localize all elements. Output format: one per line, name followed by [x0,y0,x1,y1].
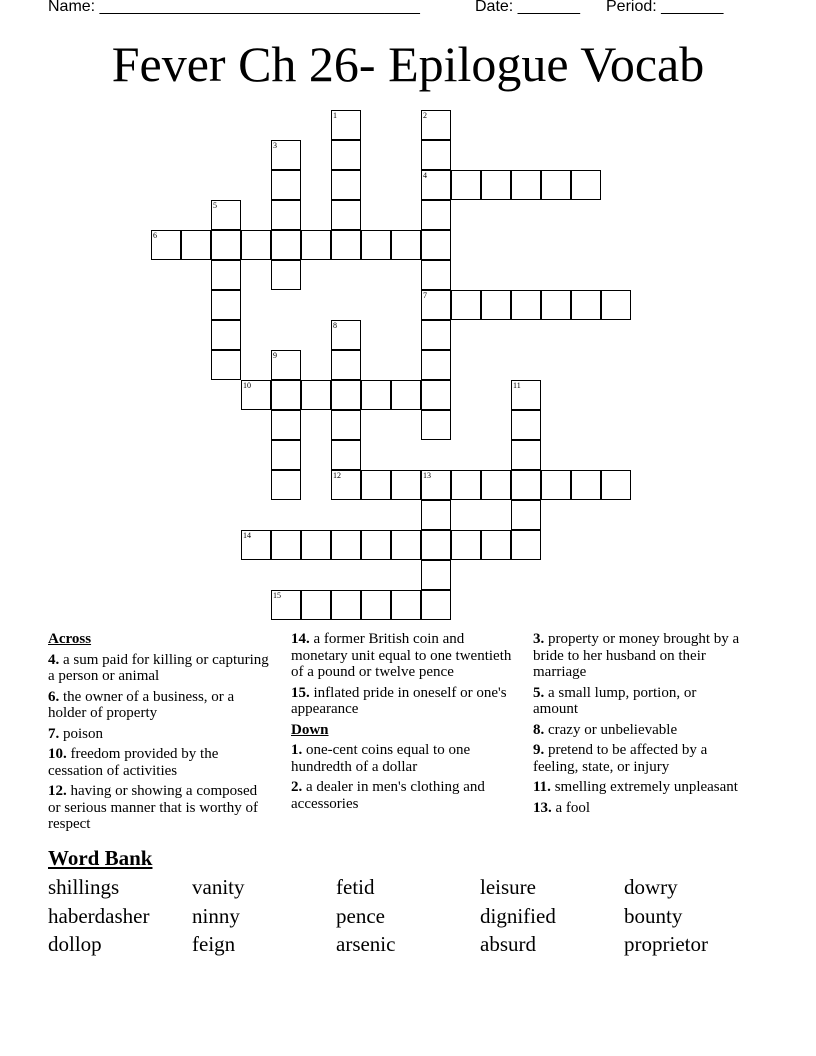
crossword-cell[interactable] [241,530,271,560]
crossword-cell[interactable] [571,290,601,320]
period-field-label: Period: _______ [606,0,724,15]
crossword-cell[interactable] [211,290,241,320]
clue-down-8: 8. crazy or unbelievable [533,721,678,738]
crossword-cell[interactable] [421,140,451,170]
clue-number: 11 [513,381,521,390]
crossword-cell[interactable] [331,140,361,170]
crossword-cell[interactable] [421,110,451,140]
clue-across-15: 15. inflated pride in oneself or one's appearance [291,684,507,717]
word-bank-word: dignified [480,903,556,928]
crossword-cell[interactable] [451,530,481,560]
crossword-cell[interactable] [481,290,511,320]
crossword-cell[interactable] [331,350,361,380]
clue-across-14: 14. a former British coin and monetary unit equal to one twentieth of a pound or twelve pence [291,631,512,680]
word-bank-word: vanity [192,875,245,899]
clue-down-3: 3. property or money brought by a bride to her husband on their marriage [533,631,740,680]
crossword-cell[interactable] [391,590,421,620]
crossword-cell[interactable] [421,230,451,260]
crossword-cell[interactable] [541,470,571,500]
crossword-cell[interactable] [481,530,511,560]
crossword-cell[interactable] [511,530,541,560]
crossword-cell[interactable] [421,500,451,530]
crossword-cell[interactable] [421,380,451,410]
clue-number: 3 [273,141,277,150]
crossword-cell[interactable] [211,200,241,230]
across-heading: Across [48,631,92,647]
clue-down-11: 11. smelling extremely unpleasant [533,779,738,795]
crossword-cell[interactable] [331,470,361,500]
clue-down-2: 2. a dealer in men's clothing and accessories [291,779,485,812]
crossword-cell[interactable] [211,230,241,260]
crossword-cell[interactable] [541,290,571,320]
crossword-cell[interactable] [451,290,481,320]
clue-number: 13 [423,471,431,480]
word-bank-word: feign [192,932,236,956]
crossword-cell[interactable] [451,170,481,200]
crossword-cell[interactable] [421,350,451,380]
crossword-cell[interactable] [271,590,301,620]
crossword-cell[interactable] [391,530,421,560]
crossword-cell[interactable] [331,380,361,410]
crossword-cell[interactable] [241,230,271,260]
crossword-cell[interactable] [421,260,451,290]
clue-number: 4 [423,171,427,180]
clue-number: 12 [333,471,341,480]
crossword-cell[interactable] [331,170,361,200]
crossword-cell[interactable] [391,230,421,260]
crossword-cell[interactable] [271,440,301,470]
word-bank-word: fetid [336,875,375,899]
word-bank-word: dollop [48,932,102,956]
crossword-cell[interactable] [331,200,361,230]
crossword-cell[interactable] [271,530,301,560]
crossword-cell[interactable] [511,170,541,200]
crossword-cell[interactable] [331,320,361,350]
down-heading: Down [291,721,329,738]
crossword-cell[interactable] [151,230,181,260]
word-bank-word: ninny [192,903,240,928]
word-bank-word: dowry [624,875,678,899]
crossword-cell[interactable] [271,260,301,290]
crossword-cell[interactable] [271,350,301,380]
crossword-cell[interactable] [421,470,451,500]
crossword-cell[interactable] [331,530,361,560]
crossword-cell[interactable] [331,230,361,260]
crossword-cell[interactable] [421,590,451,620]
clue-number: 2 [423,111,427,120]
crossword-cell[interactable] [271,380,301,410]
word-bank-word: proprietor [624,932,708,956]
clue-number: 9 [273,351,277,360]
crossword-cell[interactable] [571,470,601,500]
clue-number: 14 [243,531,251,540]
crossword-cell[interactable] [211,260,241,290]
clue-number: 7 [423,291,427,300]
crossword-cell[interactable] [601,290,631,320]
crossword-cell[interactable] [511,470,541,500]
clue-number: 15 [273,591,281,600]
crossword-cell[interactable] [541,170,571,200]
word-bank-word: arsenic [336,932,396,956]
clue-down-5: 5. a small lump, portion, or amount [533,684,697,717]
crossword-cell[interactable] [421,200,451,230]
clue-number: 1 [333,111,337,120]
word-bank-word: leisure [480,875,536,899]
crossword-cell[interactable] [241,380,271,410]
clue-across-7: 7. poison [48,725,104,742]
crossword-cell[interactable] [301,590,331,620]
crossword-cell[interactable] [511,380,541,410]
word-bank-word: haberdasher [48,903,150,928]
crossword-cell[interactable] [451,470,481,500]
crossword-cell[interactable] [421,410,451,440]
crossword-cell[interactable] [361,530,391,560]
crossword-cell[interactable] [511,290,541,320]
crossword-cell[interactable] [271,230,301,260]
name-field-label: Name: ____________________________________ [48,0,420,15]
crossword-cell[interactable] [211,350,241,380]
across-clues-column [48,631,273,837]
clue-down-13: 13. a fool [533,799,591,816]
clue-number: 10 [243,381,251,390]
crossword-cell[interactable] [421,170,451,200]
word-bank-title: Word Bank [48,846,153,870]
crossword-cell[interactable] [361,470,391,500]
crossword-cell[interactable] [211,320,241,350]
crossword-cell[interactable] [301,380,331,410]
clue-across-4: 4. a sum paid for killing or capturing a person or animal [48,651,269,684]
crossword-cell[interactable] [181,230,211,260]
crossword-cell[interactable] [271,140,301,170]
date-field-label: Date: _______ [475,0,580,15]
crossword-cell[interactable] [361,380,391,410]
crossword-cell[interactable] [571,170,601,200]
crossword-cell[interactable] [301,230,331,260]
crossword-cell[interactable] [271,170,301,200]
crossword-cell[interactable] [331,590,361,620]
crossword-cell[interactable] [361,590,391,620]
word-bank-word: bounty [624,903,683,928]
clue-down-1: 1. one-cent coins equal to one hundredth of a dollar [291,742,471,775]
crossword-cell[interactable] [421,290,451,320]
crossword-cell[interactable] [421,560,451,590]
clue-number: 8 [333,321,337,330]
crossword-cell[interactable] [511,440,541,470]
page-title: Fever Ch 26- Epilogue Vocab [111,36,705,92]
word-bank-word: shillings [48,875,120,899]
clue-across-6: 6. the owner of a business, or a holder of property [48,688,235,721]
clue-down-9: 9. pretend to be affected by a feeling, state, or injury [533,742,708,775]
middle-clues-column [291,631,521,816]
crossword-cell[interactable] [301,530,331,560]
clue-number: 5 [213,201,217,210]
crossword-cell[interactable] [601,470,631,500]
crossword-cell[interactable] [511,410,541,440]
clue-across-10: 10. freedom provided by the cessation of activities [48,746,219,779]
crossword-cell[interactable] [391,470,421,500]
crossword-cell[interactable] [271,200,301,230]
crossword-cell[interactable] [331,110,361,140]
crossword-cell[interactable] [481,170,511,200]
word-bank-word: absurd [480,932,536,956]
clue-number: 6 [153,231,157,240]
clue-across-12: 12. having or showing a composed or serious manner that is worthy of respect [48,783,258,832]
crossword-cell[interactable] [271,410,301,440]
crossword-cell[interactable] [481,470,511,500]
right-clues-column [533,631,743,820]
crossword-cell[interactable] [421,530,451,560]
crossword-cell[interactable] [391,380,421,410]
crossword-cell[interactable] [331,410,361,440]
crossword-cell[interactable] [361,230,391,260]
word-bank-word: pence [336,903,385,928]
crossword-cell[interactable] [421,320,451,350]
crossword-cell[interactable] [511,500,541,530]
crossword-cell[interactable] [271,470,301,500]
crossword-cell[interactable] [331,440,361,470]
